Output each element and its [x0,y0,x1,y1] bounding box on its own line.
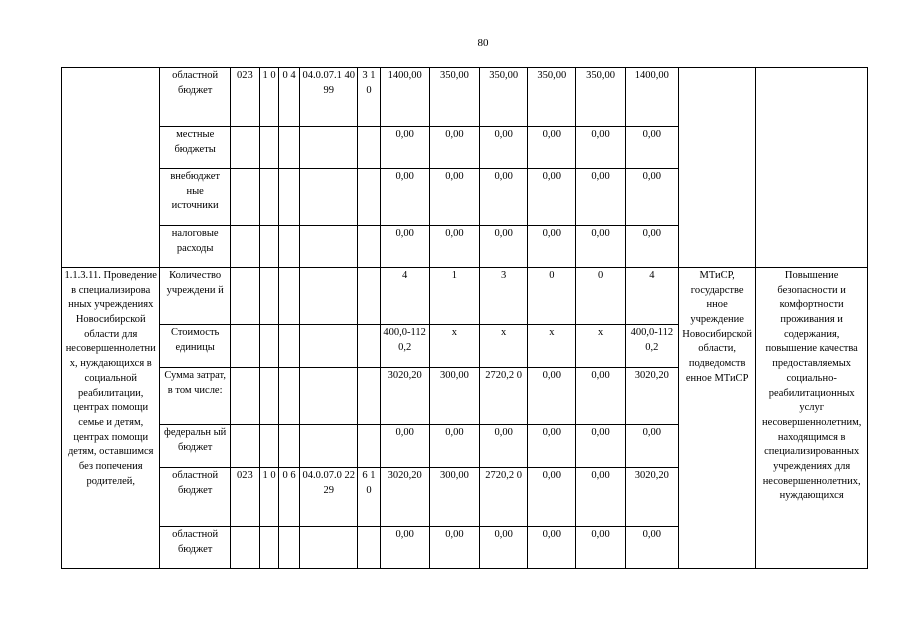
code-pr [279,268,300,325]
value-cell: 2720,2 0 [480,468,528,527]
code-grbs [230,425,259,468]
code-csr [300,368,358,425]
value-cell: 0,00 [429,127,479,169]
value-cell: 0,00 [480,169,528,226]
value-cell: 400,0-1120,2 [380,325,429,368]
code-grbs [230,169,259,226]
source-label: налоговые расходы [160,226,230,268]
code-rz [259,425,278,468]
value-cell: 0,00 [480,527,528,569]
value-cell: 0,00 [576,368,625,425]
source-label: областной бюджет [160,527,230,569]
value-cell: 0,00 [625,169,678,226]
value-cell: 0,00 [380,527,429,569]
value-cell: 400,0-1120,2 [625,325,678,368]
code-grbs [230,527,259,569]
value-cell: 3020,20 [625,368,678,425]
code-vr [358,169,380,226]
code-rz [259,325,278,368]
value-cell: 0,00 [380,425,429,468]
expected-result: Повышение безопасности и комфортности проживания и содержания, повышение качества предоставляемых социально-реабилитационных услуг несовершеннолетним, находящимся в специализированных учреждениях для несовершеннолетних, нуждающихся [756,268,868,569]
value-cell: 0,00 [576,527,625,569]
event-name: 1.1.3.11. Проведение в специализирова нных учреждениях Новосибирской области для несовершеннолетних, нуждающихся в социальной реабилитации, центрах помощи семье и детям, центрах помощи детям, оставшимся без попечения родителей, [62,268,160,569]
code-vr [358,226,380,268]
value-cell: 0,00 [528,169,576,226]
code-vr: 6 1 0 [358,468,380,527]
code-vr [358,527,380,569]
budget-table [61,67,868,569]
code-rz [259,527,278,569]
code-vr [358,268,380,325]
value-cell: 0,00 [625,425,678,468]
code-csr [300,425,358,468]
code-csr [300,169,358,226]
code-pr [279,325,300,368]
code-pr [279,226,300,268]
executor-cell-empty [678,68,755,268]
value-cell: 0,00 [429,226,479,268]
code-grbs [230,368,259,425]
value-cell: 0,00 [528,527,576,569]
code-pr [279,127,300,169]
value-cell: 0,00 [576,468,625,527]
code-csr [300,127,358,169]
code-vr: 3 1 0 [358,68,380,127]
value-cell: х [576,325,625,368]
code-rz [259,127,278,169]
value-cell: 0,00 [576,169,625,226]
value-cell: 0,00 [528,127,576,169]
code-rz: 1 0 [259,68,278,127]
code-vr [358,368,380,425]
value-cell: 0,00 [625,127,678,169]
value-cell: 300,00 [429,468,479,527]
code-csr [300,527,358,569]
code-vr [358,425,380,468]
code-pr [279,527,300,569]
source-label: внебюджет ные источники [160,169,230,226]
code-pr: 0 6 [279,468,300,527]
page-number: 80 [477,37,489,49]
event-cell-empty [62,68,160,268]
code-pr [279,368,300,425]
value-cell: 0,00 [528,425,576,468]
value-cell: 0,00 [528,468,576,527]
value-cell: 350,00 [429,68,479,127]
source-label: Стоимость единицы [160,325,230,368]
value-cell: 1400,00 [380,68,429,127]
code-csr: 04.0.07.1 4099 [300,68,358,127]
value-cell: 0,00 [576,127,625,169]
code-rz [259,169,278,226]
code-csr [300,226,358,268]
table-row [62,68,868,127]
value-cell: 0 [528,268,576,325]
code-rz [259,268,278,325]
value-cell: 0,00 [380,226,429,268]
code-vr [358,325,380,368]
value-cell: 3020,20 [625,468,678,527]
value-cell: 0,00 [576,226,625,268]
value-cell: 300,00 [429,368,479,425]
value-cell: 0,00 [429,527,479,569]
value-cell: 350,00 [528,68,576,127]
code-pr: 0 4 [279,68,300,127]
code-csr: 04.0.07.0 2229 [300,468,358,527]
code-rz [259,226,278,268]
code-pr [279,425,300,468]
code-csr [300,325,358,368]
code-grbs: 023 [230,468,259,527]
value-cell: 0,00 [480,127,528,169]
value-cell: 350,00 [576,68,625,127]
value-cell: 0,00 [429,425,479,468]
value-cell: 0,00 [480,425,528,468]
code-rz [259,368,278,425]
value-cell: х [429,325,479,368]
code-rz: 1 0 [259,468,278,527]
source-label: областной бюджет [160,468,230,527]
value-cell: 0,00 [625,527,678,569]
value-cell: 350,00 [480,68,528,127]
code-grbs [230,325,259,368]
value-cell: 0,00 [480,226,528,268]
value-cell: 0,00 [625,226,678,268]
value-cell: 0,00 [380,127,429,169]
source-label: федеральн ый бюджет [160,425,230,468]
value-cell: 0,00 [429,169,479,226]
code-grbs [230,127,259,169]
source-label: Сумма затрат, в том числе: [160,368,230,425]
code-pr [279,169,300,226]
code-grbs [230,226,259,268]
value-cell: 3020,20 [380,368,429,425]
value-cell: 3 [480,268,528,325]
code-vr [358,127,380,169]
value-cell: 3020,20 [380,468,429,527]
value-cell: 0 [576,268,625,325]
source-label: Количество учреждени й [160,268,230,325]
value-cell: 0,00 [528,226,576,268]
code-csr [300,268,358,325]
value-cell: 4 [380,268,429,325]
value-cell: 1 [429,268,479,325]
executor-name: МТиСР, государстве нное учреждение Новосибирской области, подведомств енное МТиСР [678,268,755,569]
code-grbs: 023 [230,68,259,127]
value-cell: 2720,2 0 [480,368,528,425]
value-cell: 0,00 [576,425,625,468]
value-cell: 0,00 [380,169,429,226]
source-label: местные бюджеты [160,127,230,169]
value-cell: 4 [625,268,678,325]
result-cell-empty [756,68,868,268]
value-cell: х [480,325,528,368]
value-cell: 0,00 [528,368,576,425]
value-cell: 1400,00 [625,68,678,127]
source-label: областной бюджет [160,68,230,127]
table-row [62,268,868,325]
code-grbs [230,268,259,325]
value-cell: х [528,325,576,368]
